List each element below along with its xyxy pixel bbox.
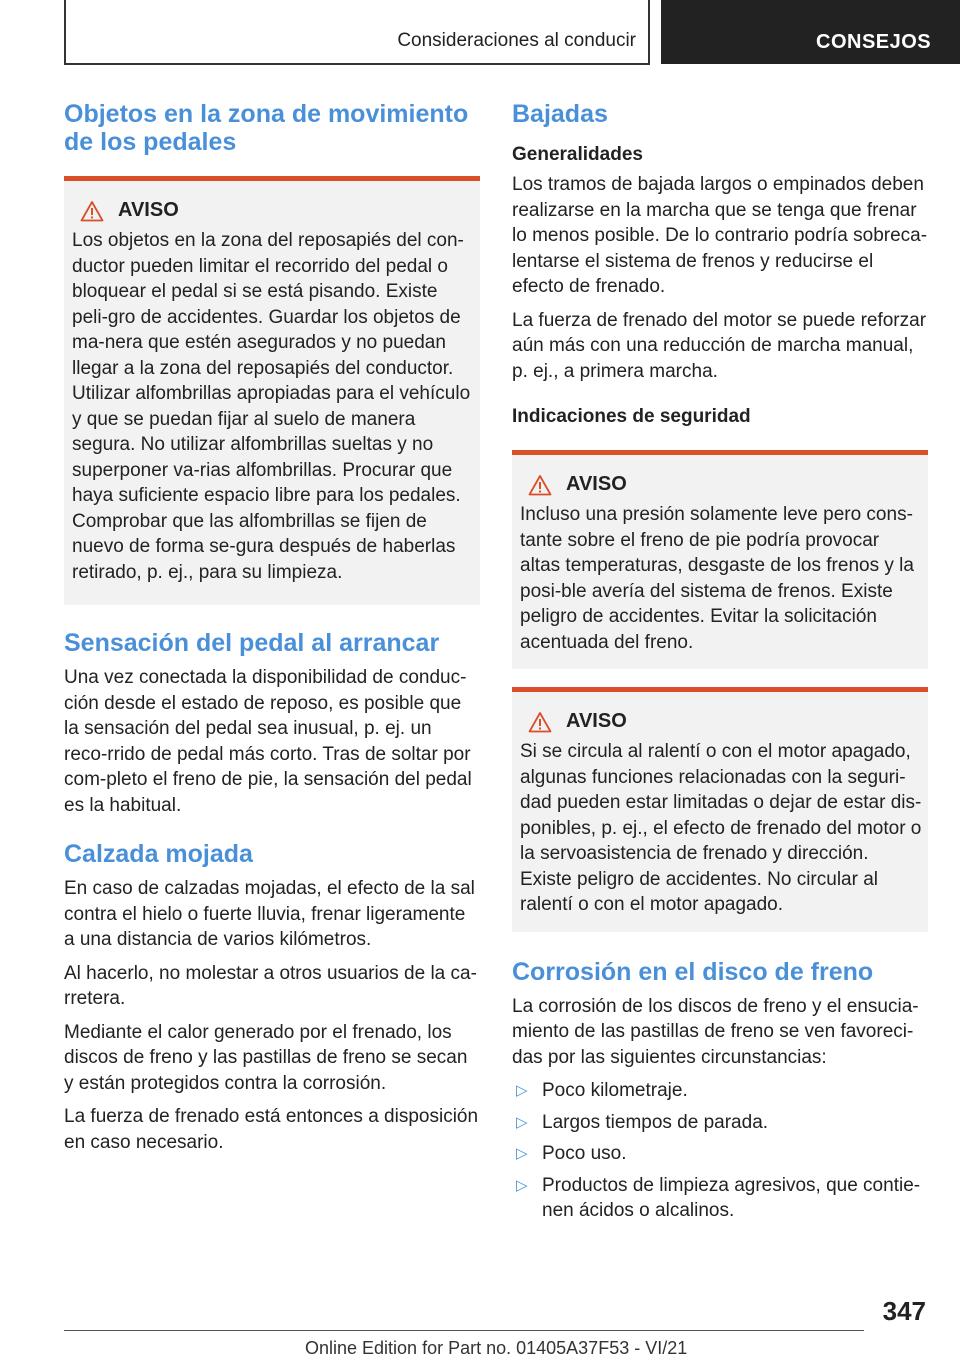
footer-rule [64, 1330, 864, 1331]
header-rule-bottom [64, 63, 650, 65]
bullet-triangle-icon: ▷ [516, 1145, 528, 1162]
left-column [64, 100, 480, 1163]
warning-text: Si se circula al ralentí o con el motor apagado, algunas funciones relacionadas con la seguri-dad pueden estar limitadas o dejar de estar dis-ponibles, p. ej., el efecto de frenado del motor o la servoasistencia de frenado y dirección. Existe peligro de accidentes. No circular al ralentí o con el motor apagado. [520, 741, 922, 915]
list-item-text: Poco kilometraje. [542, 1080, 688, 1101]
warning-triangle-icon [528, 711, 552, 733]
warning-header [520, 473, 922, 496]
paragraph: La fuerza de frenado está entonces a disposición en caso necesario. [64, 1106, 479, 1153]
warning-box [512, 450, 928, 669]
paragraph: Al hacerlo, no molestar a otros usuarios de la ca-rretera. [64, 962, 477, 1009]
bullet-triangle-icon: ▷ [516, 1082, 528, 1099]
circumstance-list [512, 1078, 928, 1224]
paragraph: Una vez conectada la disponibilidad de conduc-ción desde el estado de reposo, es posible que la sensación del pedal sea inusual, p. ej. un reco-rrido de pedal más corto. Tras de soltar por com-pleto el freno de pie, la sensación del pedal es la habitual. [64, 667, 472, 816]
warning-label: AVISO [118, 199, 179, 221]
warning-label: AVISO [566, 710, 627, 732]
list-item [512, 1078, 928, 1104]
list-item [512, 1141, 928, 1167]
warning-header [72, 199, 474, 222]
section-title-pedales: Objetos en la zona de movimiento de los pedales [64, 100, 469, 156]
page-number: 347 [882, 1296, 926, 1326]
warning-box [64, 176, 480, 605]
section-title-corrosion: Corrosión en el disco de freno [512, 957, 874, 986]
warning-text: Incluso una presión solamente leve pero cons-tante sobre el freno de pie podría provocar altas temperaturas, desgaste de los frenos y la posi-ble avería del sistema de frenos. Existe peligro de accidentes. Evitar la solicitación acentuada del freno. [520, 504, 914, 653]
header-chapter-tab [661, 0, 960, 64]
section-title-calzada: Calzada mojada [64, 840, 253, 868]
subheading-generalidades: Generalidades [512, 144, 643, 165]
list-item [512, 1110, 928, 1136]
warning-header [520, 710, 922, 733]
warning-triangle-icon [80, 200, 104, 222]
header-rule-left [64, 0, 66, 64]
section-title-sensacion: Sensación del pedal al arrancar [64, 629, 440, 657]
paragraph: Mediante el calor generado por el frenado, los discos de freno y las pastillas de freno se secan y están protegidos contra la corrosión. [64, 1021, 468, 1094]
bullet-triangle-icon: ▷ [516, 1113, 528, 1131]
header-section-title: Consideraciones al conducir [397, 30, 636, 51]
warning-box [512, 687, 928, 932]
paragraph: Los tramos de bajada largos o empinados deben realizarse en la marcha que se tenga que frenar lo menos posible. De lo contrario podría sobreca-lentarse el sistema de frenos y reducirse el efecto de frenado. [512, 174, 928, 297]
warning-label: AVISO [566, 473, 627, 495]
subheading-seguridad: Indicaciones de seguridad [512, 406, 751, 427]
right-column [512, 100, 928, 1230]
warning-triangle-icon [528, 474, 552, 496]
list-item-text: Productos de limpieza agresivos, que contie-nen ácidos o alcalinos. [542, 1174, 921, 1221]
paragraph: La corrosión de los discos de freno y el ensucia-miento de las pastillas de freno se ven favoreci-das por las siguientes circunstancias: [512, 995, 919, 1068]
bullet-triangle-icon: ▷ [516, 1176, 528, 1194]
section-title-bajadas: Bajadas [512, 100, 608, 128]
footer-edition: Online Edition for Part no. 01405A37F53 - VI/21 [305, 1338, 688, 1358]
paragraph: En caso de calzadas mojadas, el efecto de la sal contra el hielo o fuerte lluvia, frenar ligeramente a una distancia de varios kilómetros. [64, 878, 475, 950]
header-rule-right [648, 0, 650, 64]
paragraph: La fuerza de frenado del motor se puede reforzar aún más con una reducción de marcha manual, p. ej., a primera marcha. [512, 309, 927, 382]
list-item-text: Largos tiempos de parada. [542, 1111, 769, 1133]
warning-text: Los objetos en la zona del reposapiés del con-ductor pueden limitar el recorrido del pedal o bloquear el pedal si se está pisando. Existe peli-gro de accidentes. Guardar los objetos de ma-nera que estén asegurados y no puedan llegar a la zona del reposapiés del conductor. Utilizar alfombrillas apropiadas para el vehículo y que se puedan fijar al suelo de manera segura. No utilizar alfombrillas sueltas y no superponer va-rias alfombrillas. Procurar que haya suficiente espacio libre para los pedales. Comprobar que las alfombrillas se fijen de nuevo de forma se-gura después de haberlas retirado, p. ej., para su limpieza. [72, 230, 471, 583]
header-chapter-label: CONSEJOS [816, 31, 932, 53]
list-item [512, 1173, 928, 1224]
list-item-text: Poco uso. [542, 1143, 627, 1164]
